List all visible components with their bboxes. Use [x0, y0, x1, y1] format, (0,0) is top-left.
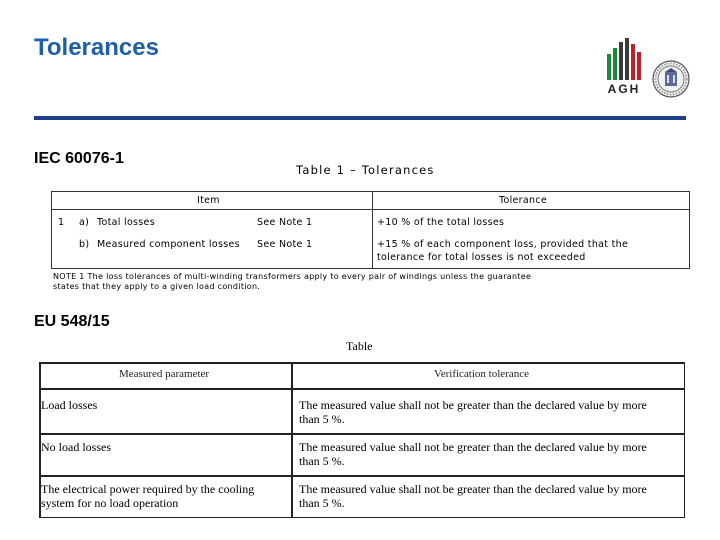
eu-table-bottom-border — [39, 517, 685, 519]
iec-row-tolerance: +15 % of each component loss, provided that the — [377, 239, 629, 250]
iec-table-caption: Table 1 – Tolerances — [296, 163, 435, 177]
eu-row-tolerance — [299, 440, 684, 468]
seal-icon — [652, 60, 690, 98]
university-seal — [652, 60, 690, 98]
iec-column-header-tolerance: Tolerance — [499, 195, 548, 206]
eu-row-tolerance-text: The measured value shall not be greater than the declared value by more — [299, 482, 647, 496]
slide-title: Tolerances — [34, 34, 159, 61]
iec-heading: IEC 60076-1 — [34, 150, 124, 167]
eu-table-top-border — [39, 362, 685, 364]
iec-table-top-border — [51, 191, 690, 192]
iec-row-letter: a) — [79, 217, 90, 228]
iec-row-tolerance: +10 % of the total losses — [377, 217, 505, 228]
eu-table-row-border — [39, 433, 685, 435]
eu-row-tolerance-text-continued: than 5 %. — [299, 412, 345, 426]
eu-heading: EU 548/15 — [34, 313, 110, 330]
agh-logo — [604, 38, 644, 100]
iec-row-item: Total losses — [97, 217, 155, 228]
iec-tolerance-table — [51, 191, 690, 269]
eu-table-header-border — [39, 388, 685, 390]
eu-row-tolerance-text-continued: than 5 %. — [299, 496, 345, 510]
agh-logo-icon — [604, 38, 644, 82]
eu-column-header-parameter: Measured parameter — [119, 368, 210, 380]
iec-note-line: NOTE 1 The loss tolerances of multi-winding transformers apply to every pair of windings unless the guarantee — [53, 272, 532, 281]
iec-column-header-item: Item — [197, 195, 220, 206]
iec-row-letter: b) — [79, 239, 90, 250]
eu-row-parameter — [41, 398, 289, 412]
eu-row-tolerance — [299, 482, 684, 510]
iec-row-item: Measured component losses — [97, 239, 240, 250]
iec-table-header-border — [51, 209, 690, 210]
eu-row-tolerance-text-continued: than 5 %. — [299, 454, 345, 468]
eu-row-parameter-text: No load losses — [41, 440, 111, 454]
eu-row-tolerance-text: The measured value shall not be greater than the declared value by more — [299, 398, 647, 412]
iec-table-column-divider — [372, 191, 373, 269]
iec-row-note-ref: See Note 1 — [257, 217, 313, 228]
eu-row-parameter — [41, 482, 289, 510]
eu-row-parameter — [41, 440, 289, 454]
eu-table-row-border — [39, 475, 685, 477]
iec-row-note-ref: See Note 1 — [257, 239, 313, 250]
iec-note-line: states that they apply to a given load condition. — [53, 281, 261, 291]
eu-row-parameter-text-continued: system for no load operation — [41, 496, 179, 510]
eu-row-parameter-text: The electrical power required by the cooling — [41, 482, 255, 496]
iec-table-left-border — [51, 191, 52, 269]
eu-column-header-tolerance: Verification tolerance — [434, 368, 529, 380]
iec-table-note — [53, 272, 531, 291]
iec-row-number: 1 — [58, 217, 65, 228]
eu-table-column-divider — [291, 362, 293, 518]
eu-row-parameter-text: Load losses — [41, 398, 98, 412]
iec-row-tolerance-continued: tolerance for total losses is not exceeded — [377, 252, 586, 263]
agh-logo-text: AGH — [607, 82, 641, 96]
eu-table-caption: Table — [346, 339, 373, 353]
title-divider — [34, 116, 686, 120]
iec-table-right-border — [689, 191, 690, 269]
eu-row-tolerance — [299, 398, 684, 426]
eu-tolerance-table — [39, 362, 685, 518]
iec-table-bottom-border — [51, 268, 690, 269]
eu-row-tolerance-text: The measured value shall not be greater than the declared value by more — [299, 440, 647, 454]
